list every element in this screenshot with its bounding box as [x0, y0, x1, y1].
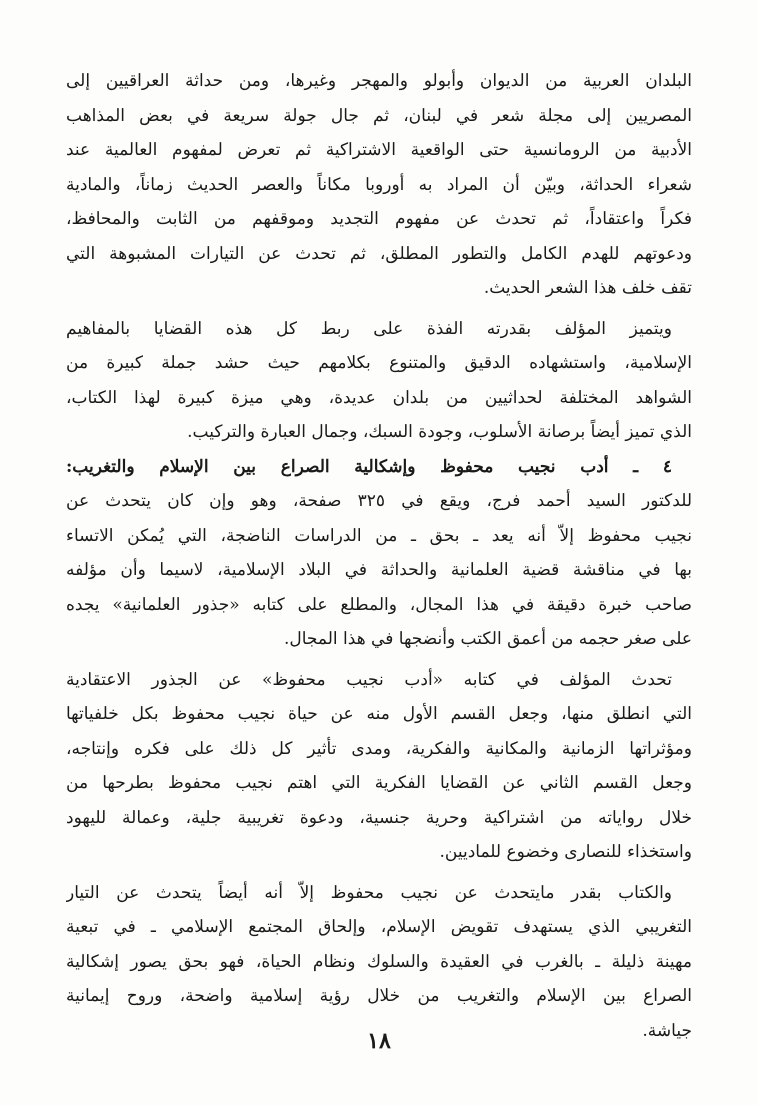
- text-line: التي انطلق منها، وجعل القسم الأول منه عن حياة نجيب محفوظ بكل خلفياتها: [66, 704, 692, 724]
- text-line: ودعوتهم للهدم الكامل والتطور المطلق، ثم تحدث عن التيارات المشبوهة التي: [66, 243, 692, 264]
- body-text: [66, 64, 692, 1048]
- paragraph-4: [66, 663, 692, 870]
- text-line: والكتاب بقدر مايتحدث عن نجيب محفوظ إلاّ أنه أيضاً يتحدث عن التيار: [66, 882, 672, 903]
- text-line: ومؤثراتها الزمانية والمكانية والفكرية، ومدى تأثير كل ذلك على فكره وإنتاجه،: [66, 738, 692, 759]
- text-line: شعراء الحداثة، وبيّن أن المراد به أوروبا مكاناً والعصر الحديث زماناً، والمادية: [66, 174, 692, 195]
- text-line: للدكتور السيد أحمد فرج، ويقع في ٣٢٥ صفحة، وهو وإن كان يتحدث عن: [66, 491, 692, 511]
- text-line: فكراً واعتقاداً، ثم تحدث عن مفهوم التجديد وموقفهم من الثابت والمحافظ،: [66, 209, 692, 229]
- text-line: صاحب خبرة دقيقة في هذا المجال، والمطلع على كتابه «جذور العلمانية» يجده: [66, 594, 692, 615]
- text-line: الشواهد المختلفة لحداثيين من بلدان عديدة، وهي ميزة كبيرة لهذا الكتاب،: [66, 387, 692, 408]
- page-number: ١٨: [367, 1028, 391, 1054]
- text-line: على صغر حجمه من أعمق الكتب وأنضجها في هذا المجال.: [284, 629, 692, 649]
- text-line: مهينة ذليلة ـ بالغرب في العقيدة والسلوك ونظام الحياة، فهو بحق يصور إشكالية: [66, 951, 692, 972]
- text-line: نجيب محفوظ إلاّ أنه يعد ـ بحق ـ من الدراسات الناضجة، التي يُمكن الاتساء: [66, 525, 692, 546]
- paragraph-2: [66, 312, 692, 450]
- text-line: الذي تميز أيضاً برصانة الأسلوب، وجودة السبك، وجمال العبارة والتركيب.: [187, 422, 692, 442]
- text-line: البلدان العربية من الديوان وأبولو والمهجر وغيرها، ومن حداثة العراقيين إلى: [66, 71, 692, 91]
- text-line: التغريبي الذي يستهدف تقويض الإسلام، وإلحاق المجتمع الإسلامي ـ في تبعية: [66, 917, 692, 937]
- text-line: جياشة.: [642, 1020, 692, 1041]
- text-line: خلال رواياته من اشتراكية وحرية جنسية، ودعوة تغريبية جلية، وعمالة لليهود: [66, 807, 692, 828]
- text-line: ويتميز المؤلف بقدرته الفذة على ربط كل هذه القضايا بالمفاهيم: [66, 318, 672, 339]
- text-line: واستخذاء للنصارى وخضوع للماديين.: [439, 842, 692, 862]
- text-line: الأدبية من الرومانسية حتى الواقعية الاشتراكية ثم تعرض لمفهوم العالمية عند: [66, 140, 692, 160]
- paragraph-3: [66, 450, 692, 657]
- text-line: الصراع بين الإسلام والتغريب من خلال رؤية إسلامية واضحة، وروح إيمانية: [66, 986, 692, 1006]
- section-heading: ٤ ـ أدب نجيب محفوظ وإشكالية الصراع بين الإسلام والتغريب:: [66, 456, 672, 477]
- paragraph-1: [66, 64, 692, 306]
- text-line: وجعل القسم الثاني عن القضايا الفكرية التي اهتم نجيب محفوظ بطرحها من: [66, 773, 692, 793]
- text-line: المصريين إلى مجلة شعر في لبنان، ثم جال جولة سريعة في بعض المذاهب: [66, 105, 692, 126]
- text-line: الإسلامية، واستشهاده الدقيق والمتنوع بكلامهم حيث حشد جملة كبيرة من: [66, 353, 692, 373]
- text-line: بها في مناقشة قضية العلمانية والحداثة في البلاد الإسلامية، لاسيما وأن مؤلفه: [66, 560, 692, 580]
- paragraph-5: [66, 876, 692, 1049]
- text-line: تحدث المؤلف في كتابه «أدب نجيب محفوظ» عن الجذور الاعتقادية: [66, 669, 672, 690]
- text-line: تقف خلف هذا الشعر الحديث.: [483, 278, 692, 298]
